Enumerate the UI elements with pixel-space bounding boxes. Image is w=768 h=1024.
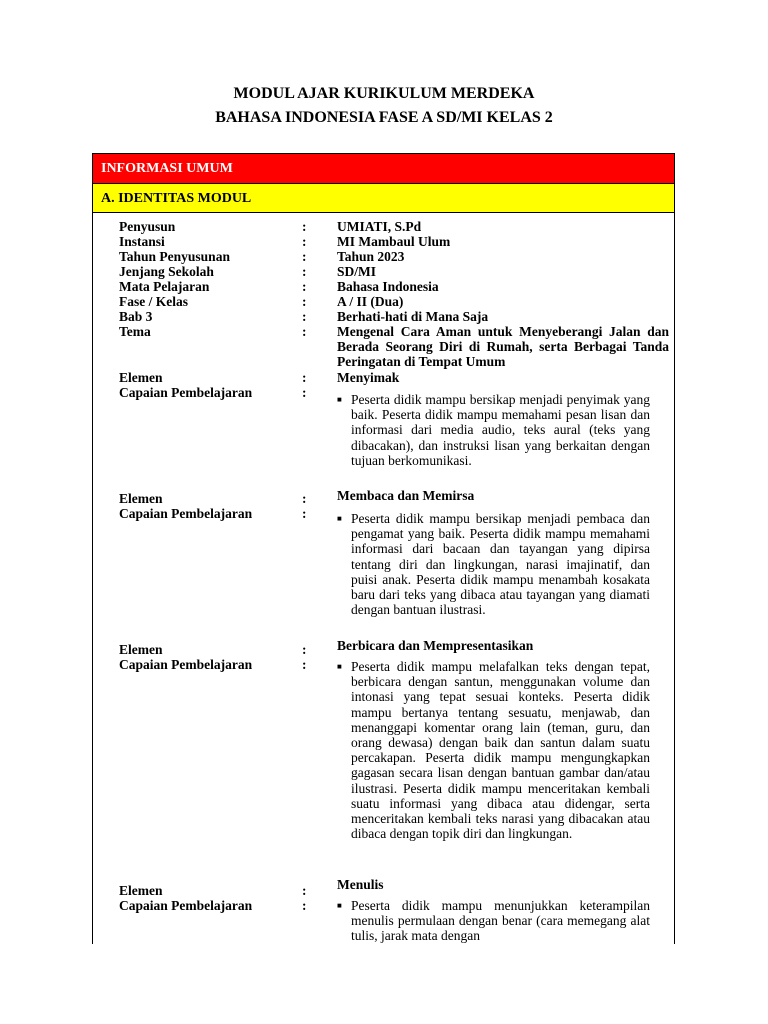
document-subtitle: BAHASA INDONESIA FASE A SD/MI KELAS 2 xyxy=(215,109,553,126)
colon: : xyxy=(302,294,307,309)
colon: : xyxy=(302,642,307,657)
label-elemen: Elemen xyxy=(119,491,163,506)
label-tahun-penyusunan: Tahun Penyusunan xyxy=(119,249,230,264)
colon: : xyxy=(302,506,307,521)
value-fase-kelas: A / II (Dua) xyxy=(337,294,404,309)
label-instansi: Instansi xyxy=(119,234,165,249)
label-tema: Tema xyxy=(119,324,151,339)
label-jenjang-sekolah: Jenjang Sekolah xyxy=(119,264,214,279)
cp-text-membaca-memirsa: Peserta didik mampu bersikap menjadi pembaca dan pengamat yang baik. Peserta didik mampu memahami informasi dari bacaan dan tayangan yang dipirsa tentang diri dan lingkungan, narasi imajinatif, dan puisi anak. Peserta didik mampu menambah kosakata baru dari teks yang dibaca atau tayangan yang diamati dengan bantuan ilustrasi. xyxy=(351,511,650,618)
label-capaian-pembelajaran: Capaian Pembelajaran xyxy=(119,657,253,672)
value-penyusun: UMIATI, S.Pd xyxy=(337,219,422,234)
bullet-icon: ■ xyxy=(337,901,342,910)
colon: : xyxy=(302,491,307,506)
label-capaian-pembelajaran: Capaian Pembelajaran xyxy=(119,506,253,521)
colon: : xyxy=(302,219,307,234)
colon: : xyxy=(302,249,307,264)
label-elemen: Elemen xyxy=(119,883,163,898)
colon: : xyxy=(302,883,307,898)
element-name-membaca-memirsa: Membaca dan Memirsa xyxy=(337,488,475,503)
colon: : xyxy=(302,385,307,400)
colon: : xyxy=(302,264,307,279)
label-elemen: Elemen xyxy=(119,642,163,657)
label-capaian-pembelajaran: Capaian Pembelajaran xyxy=(119,385,253,400)
value-jenjang-sekolah: SD/MI xyxy=(337,264,377,279)
label-mata-pelajaran: Mata Pelajaran xyxy=(119,279,210,294)
value-mata-pelajaran: Bahasa Indonesia xyxy=(337,279,439,294)
colon: : xyxy=(302,657,307,672)
cp-text-berbicara: Peserta didik mampu melafalkan teks dengan tepat, berbicara dengan santun, menggunakan volume dan intonasi yang tepat sesuai konteks. Peserta didik mampu bertanya tentang sesuatu, menjawab, dan menanggapi komentar orang lain (teman, guru, dan orang dewasa) dengan baik dan santun dalam suatu percakapan. Peserta didik mampu mengungkapkan gagasan secara lisan dengan bantuan gambar dan/atau ilustrasi. Peserta didik mampu menceritakan kembali suatu informasi yang dibaca atau didengar, serta menceritakan kembali teks narasi yang dibacakan atau dibaca dengan topik diri dan lingkungan. xyxy=(351,659,650,842)
colon: : xyxy=(302,234,307,249)
label-elemen: Elemen xyxy=(119,370,163,385)
section-header-informasi-umum: INFORMASI UMUM xyxy=(93,154,674,184)
bullet-icon: ■ xyxy=(337,395,342,404)
bullet-icon: ■ xyxy=(337,662,342,671)
colon: : xyxy=(302,898,307,913)
cp-text-menyimak: Peserta didik mampu bersikap menjadi penyimak yang baik. Peserta didik mampu memahami pesan lisan dan informasi dari media audio, teks aural (teks yang dibacakan), dan instruksi lisan yang berkaitan dengan tujuan berkomunikasi. xyxy=(351,392,650,468)
cp-text-menulis: Peserta didik mampu menunjukkan keterampilan menulis permulaan dengan benar (cara memegang alat tulis, jarak mata dengan xyxy=(351,898,650,944)
element-name-menyimak: Menyimak xyxy=(337,370,400,385)
colon: : xyxy=(302,309,307,324)
element-name-menulis: Menulis xyxy=(337,877,384,892)
bullet-icon: ■ xyxy=(337,514,342,523)
label-capaian-pembelajaran: Capaian Pembelajaran xyxy=(119,898,253,913)
document-title: MODUL AJAR KURIKULUM MERDEKA xyxy=(233,85,535,102)
element-name-berbicara: Berbicara dan Mempresentasikan xyxy=(337,638,534,653)
value-tema: Mengenal Cara Aman untuk Menyeberangi Jalan dan Berada Seorang Diri di Rumah, serta Berbagai Tanda Peringatan di Tempat Umum xyxy=(337,324,669,369)
colon: : xyxy=(302,324,307,339)
section-header-identitas-modul: A. IDENTITAS MODUL xyxy=(93,184,674,213)
label-fase-kelas: Fase / Kelas xyxy=(119,294,188,309)
value-bab: Berhati-hati di Mana Saja xyxy=(337,309,489,324)
colon: : xyxy=(302,370,307,385)
colon: : xyxy=(302,279,307,294)
label-penyusun: Penyusun xyxy=(119,219,176,234)
label-bab: Bab 3 xyxy=(119,309,153,324)
value-instansi: MI Mambaul Ulum xyxy=(337,234,451,249)
value-tahun-penyusunan: Tahun 2023 xyxy=(337,249,405,264)
